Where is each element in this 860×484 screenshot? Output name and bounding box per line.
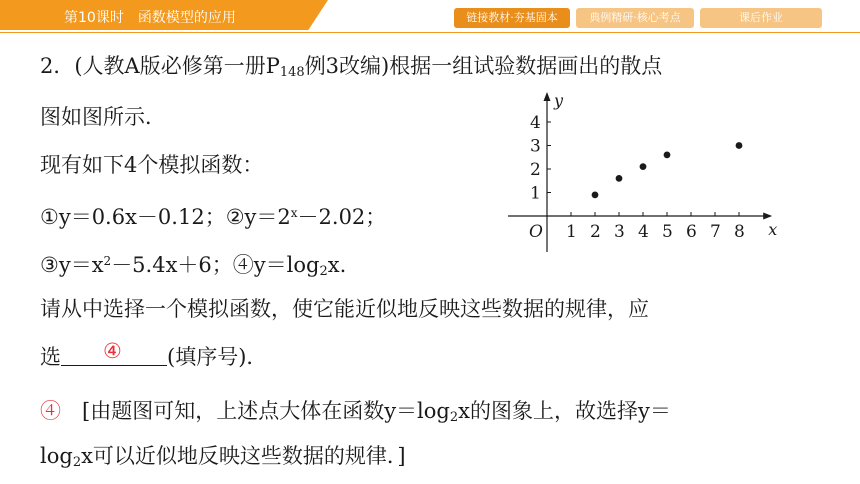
- x-tick-label: 2: [590, 222, 601, 242]
- solution-line-2: [40, 442, 406, 477]
- y-axis-arrow: [544, 92, 551, 101]
- lesson-title: 第10课时 函数模型的应用: [64, 10, 236, 26]
- problem-line-7: [40, 339, 268, 371]
- log-base: 2: [72, 455, 82, 470]
- data-point: [640, 163, 647, 170]
- option-line-1: [40, 199, 386, 231]
- y-tick-label: 1: [530, 183, 541, 204]
- y-tick-label: 2: [530, 160, 541, 180]
- answer-blank: [61, 339, 167, 366]
- y-tick-label: 4: [530, 113, 541, 133]
- tab-textbook-basics[interactable]: 链接教材·夯基固本: [454, 8, 570, 28]
- problem-line-1: [40, 52, 662, 87]
- header-divider: [0, 32, 860, 33]
- x-tick-label: 6: [686, 222, 697, 242]
- y-axis-label: y: [554, 92, 564, 110]
- exponent: 2: [103, 254, 112, 268]
- problem-line-3: 现有如下4个模拟函数：: [40, 153, 264, 177]
- exponent: x: [290, 206, 298, 220]
- data-point: [592, 191, 599, 198]
- option-line-2: [40, 247, 346, 286]
- problem-text: (填序号)．: [167, 345, 268, 369]
- x-tick-label: 4: [638, 222, 649, 242]
- answer-text: ④: [103, 339, 122, 363]
- option-text: ③y＝x: [40, 253, 104, 277]
- x-tick-label: 1: [566, 222, 577, 242]
- option-text: －2.02；: [297, 205, 387, 229]
- y-tick-label: 3: [530, 136, 541, 157]
- problem-text: 2．(人教A版必修第一册P: [40, 54, 280, 78]
- x-axis-arrow: [763, 213, 772, 220]
- scatter-chart: [500, 92, 820, 262]
- problem-text: 选: [40, 345, 61, 369]
- header-tabs: [454, 8, 822, 28]
- solution-text: [由题图可知，上述点大体在函数y＝log: [61, 399, 450, 423]
- solution-line-1: [40, 397, 671, 432]
- solution-text: x可以近似地反映这些数据的规律．]: [81, 444, 406, 468]
- x-tick-label: 7: [710, 222, 721, 242]
- log-base: 2: [319, 264, 328, 279]
- tab-core-examples[interactable]: 典例精研·核心考点: [576, 8, 694, 28]
- solution-mark: ④: [40, 399, 61, 423]
- option-text: ①y＝0.6x－0.12；②y＝2: [40, 205, 291, 229]
- x-tick-label: 5: [662, 222, 673, 242]
- tab-homework[interactable]: 课后作业: [700, 8, 822, 28]
- solution-text: x的图象上，故选择y＝: [458, 399, 671, 423]
- problem-line-6: 请从中选择一个模拟函数，使它能近似地反映这些数据的规律，应: [40, 297, 649, 321]
- data-point: [664, 152, 671, 159]
- origin-label: O: [529, 222, 543, 242]
- solution-text: log: [40, 444, 73, 468]
- option-text: x.: [327, 253, 347, 277]
- option-text: －5.4x＋6；④y＝log: [111, 253, 320, 277]
- header-bar: [0, 0, 860, 33]
- x-axis-label: x: [768, 220, 778, 239]
- x-tick-label: 8: [734, 222, 745, 242]
- log-base: 2: [449, 410, 459, 425]
- problem-line-2: 图如图所示．: [40, 105, 166, 129]
- problem-text: 例3改编)根据一组试验数据画出的散点: [304, 54, 663, 78]
- data-point: [736, 142, 743, 149]
- x-tick-label: 3: [614, 222, 625, 242]
- page-subscript: 148: [279, 65, 305, 80]
- data-point: [616, 175, 623, 182]
